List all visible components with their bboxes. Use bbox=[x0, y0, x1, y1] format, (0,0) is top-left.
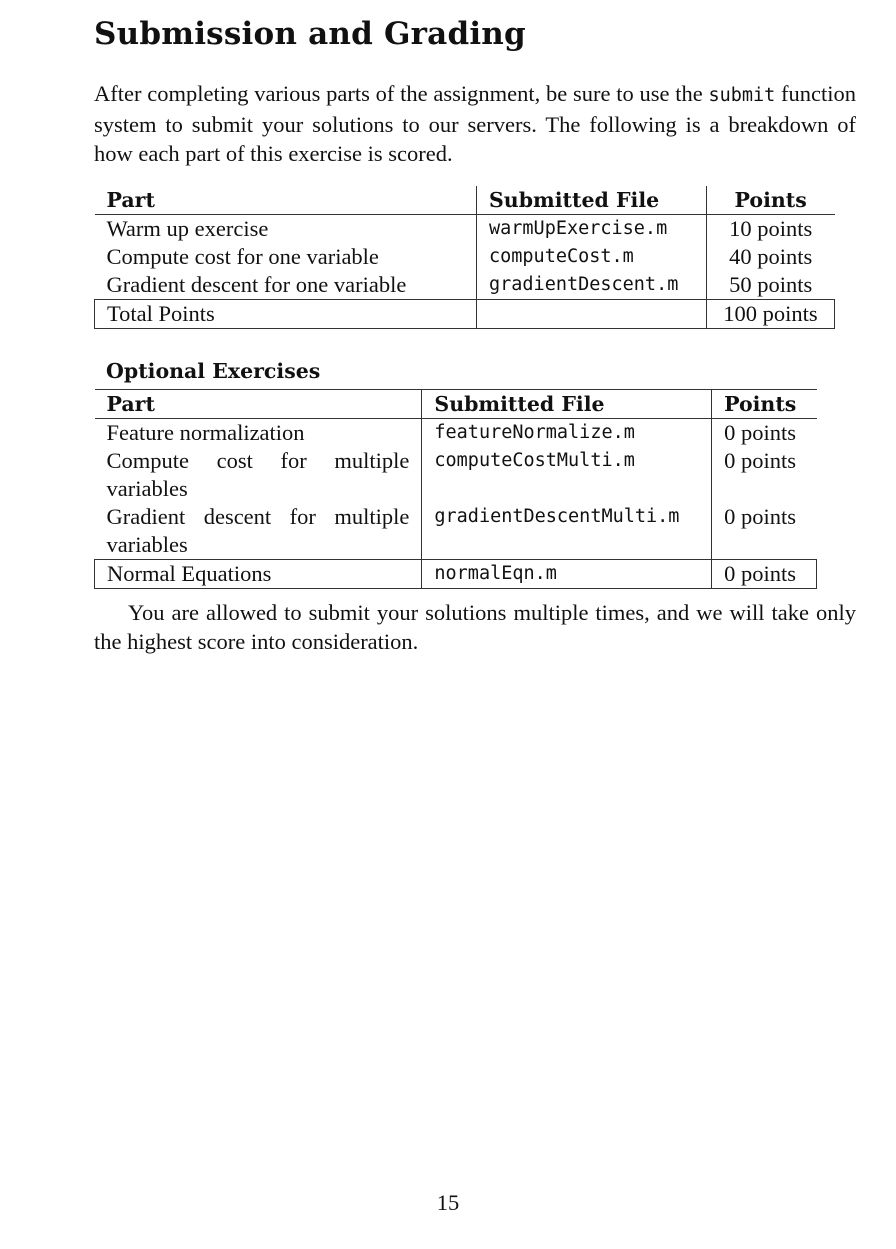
header-part: Part bbox=[95, 186, 477, 215]
row-part: Compute cost for multiple variables bbox=[106, 448, 410, 501]
row-points: 50 points bbox=[706, 271, 834, 300]
row-file: warmUpExercise.m bbox=[477, 215, 707, 244]
optional-exercises-table bbox=[94, 389, 817, 589]
header-submitted-file: Submitted File bbox=[477, 186, 707, 215]
grading-table-header-row bbox=[95, 186, 835, 215]
row-part: Compute cost for one variable bbox=[106, 244, 379, 269]
table-row bbox=[95, 503, 817, 560]
page-number: 15 bbox=[436, 1190, 460, 1215]
row-points: 0 points bbox=[712, 560, 817, 589]
row-part: Gradient descent for one variable bbox=[106, 272, 407, 297]
row-points: 0 points bbox=[712, 419, 817, 448]
table-row bbox=[95, 560, 817, 589]
submit-code: submit bbox=[708, 85, 776, 106]
optional-table-header-row bbox=[95, 390, 817, 419]
closing-paragraph: You are allowed to submit your solutions multiple times, and we will take only the highest score into consideration. bbox=[94, 600, 856, 654]
table-row bbox=[95, 271, 835, 300]
optional-exercises-title: Optional Exercises bbox=[106, 359, 321, 383]
total-row bbox=[95, 300, 835, 329]
row-points: 10 points bbox=[706, 215, 834, 244]
row-points: 0 points bbox=[712, 447, 817, 503]
row-part: Normal Equations bbox=[95, 560, 422, 589]
intro-text-end: function system to submit your solutions to our servers. The following is a breakdown of how each part of this exercise is scored. bbox=[94, 81, 856, 166]
row-part: Gradient descent for multiple variables bbox=[106, 504, 410, 557]
header-points: Points bbox=[706, 186, 834, 215]
table-row bbox=[95, 419, 817, 448]
header-part: Part bbox=[95, 390, 422, 419]
row-part: Feature normalization bbox=[106, 420, 305, 445]
total-file bbox=[477, 300, 707, 329]
grading-table bbox=[94, 186, 835, 329]
row-points: 40 points bbox=[706, 243, 834, 271]
row-file: gradientDescent.m bbox=[477, 271, 707, 300]
section-title: Submission and Grading bbox=[94, 16, 526, 52]
table-row bbox=[95, 215, 835, 244]
row-points: 0 points bbox=[712, 503, 817, 560]
row-file: computeCost.m bbox=[477, 243, 707, 271]
header-points: Points bbox=[712, 390, 817, 419]
intro-paragraph bbox=[94, 79, 856, 168]
row-file: gradientDescentMulti.m bbox=[422, 503, 712, 560]
row-part: Warm up exercise bbox=[106, 216, 269, 241]
row-file: featureNormalize.m bbox=[422, 419, 712, 448]
row-file: normalEqn.m bbox=[422, 560, 712, 589]
table-row bbox=[95, 447, 817, 503]
total-label: Total Points bbox=[95, 300, 477, 329]
total-points: 100 points bbox=[706, 300, 834, 329]
row-file: computeCostMulti.m bbox=[422, 447, 712, 503]
intro-text-start: After completing various parts of the assignment, be sure to use the bbox=[94, 81, 709, 106]
header-submitted-file: Submitted File bbox=[422, 390, 712, 419]
table-row bbox=[95, 243, 835, 271]
